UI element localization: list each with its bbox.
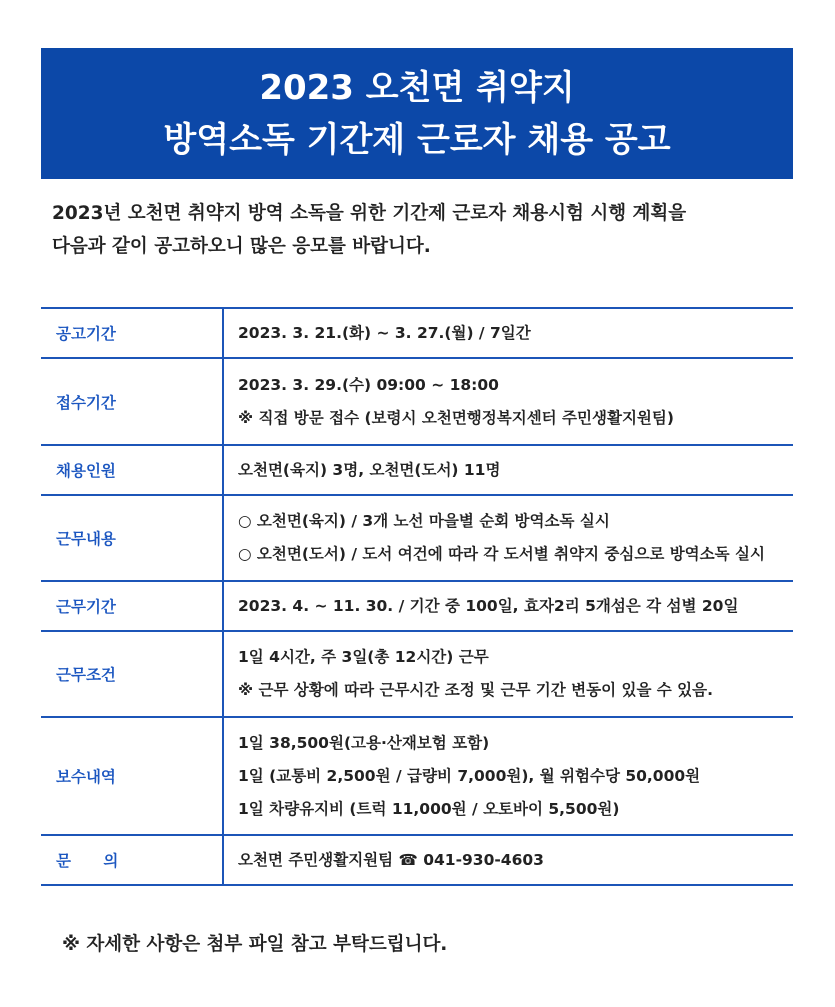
row-line: 1일 4시간, 주 3일(총 12시간) 근무 bbox=[238, 648, 489, 666]
row-content bbox=[223, 495, 793, 581]
row-content bbox=[223, 717, 793, 835]
row-content bbox=[223, 631, 793, 717]
row-line: ○ 오천면(도서) / 도서 여건에 따라 각 도서별 취약지 중심으로 방역소독 실시 bbox=[238, 545, 765, 563]
notice-title-banner bbox=[41, 48, 793, 179]
row-content bbox=[223, 358, 793, 445]
row-line: 2023. 4. ~ 11. 30. / 기간 중 100일, 효자2리 5개섬은 각 섬별 20일 bbox=[238, 596, 739, 615]
intro-paragraph bbox=[52, 197, 797, 263]
table-row-inquiry bbox=[41, 835, 793, 885]
row-line: 1일 (교통비 2,500원 / 급량비 7,000원), 월 위험수당 50,000원 bbox=[238, 766, 701, 785]
row-line: 2023. 3. 29.(수) 09:00 ~ 18:00 bbox=[238, 375, 499, 394]
row-label: 공고기간 bbox=[41, 308, 223, 358]
row-label: 근무내용 bbox=[41, 495, 223, 581]
row-line: ※ 직접 방문 접수 (보령시 오천면행정복지센터 주민생활지원팀) bbox=[238, 408, 674, 427]
row-label: 문 의 bbox=[41, 835, 223, 885]
table-row-work-period bbox=[41, 581, 793, 631]
recruitment-info-table bbox=[41, 307, 793, 886]
table-row-headcount bbox=[41, 445, 793, 495]
row-label: 접수기간 bbox=[41, 358, 223, 445]
row-content bbox=[223, 581, 793, 631]
table-row-announcement-period bbox=[41, 308, 793, 358]
table-row-application-period bbox=[41, 358, 793, 445]
row-content bbox=[223, 308, 793, 358]
row-line: 오천면(육지) 3명, 오천면(도서) 11명 bbox=[238, 460, 501, 479]
table-row-work-conditions bbox=[41, 631, 793, 717]
row-content bbox=[223, 835, 793, 885]
table-row-work-content bbox=[41, 495, 793, 581]
notice-title-line2: 방역소독 기간제 근로자 채용 공고 bbox=[163, 119, 671, 160]
row-label: 보수내역 bbox=[41, 717, 223, 835]
footer-note: ※ 자세한 사항은 첨부 파일 참고 부탁드립니다. bbox=[62, 934, 448, 955]
row-content bbox=[223, 445, 793, 495]
row-line: ○ 오천면(육지) / 3개 노선 마을별 순회 방역소독 실시 bbox=[238, 512, 610, 530]
row-line: 1일 차량유지비 (트럭 11,000원 / 오토바이 5,500원) bbox=[238, 799, 620, 818]
row-line: 2023. 3. 21.(화) ~ 3. 27.(월) / 7일간 bbox=[238, 323, 531, 342]
row-label: 근무기간 bbox=[41, 581, 223, 631]
intro-line1: 2023년 오천면 취약지 방역 소독을 위한 기간제 근로자 채용시험 시행 계획을 bbox=[52, 203, 687, 224]
intro-line2: 다음과 같이 공고하오니 많은 응모를 바랍니다. bbox=[52, 236, 431, 257]
notice-title-line1: 2023 오천면 취약지 bbox=[259, 67, 575, 108]
row-label: 근무조건 bbox=[41, 631, 223, 717]
row-line: 오천면 주민생활지원팀 ☎ 041-930-4603 bbox=[238, 850, 544, 869]
row-label: 채용인원 bbox=[41, 445, 223, 495]
row-line: ※ 근무 상황에 따라 근무시간 조정 및 근무 기간 변동이 있을 수 있음. bbox=[238, 681, 714, 699]
table-row-compensation bbox=[41, 717, 793, 835]
row-line: 1일 38,500원(고용·산재보험 포함) bbox=[238, 733, 490, 752]
